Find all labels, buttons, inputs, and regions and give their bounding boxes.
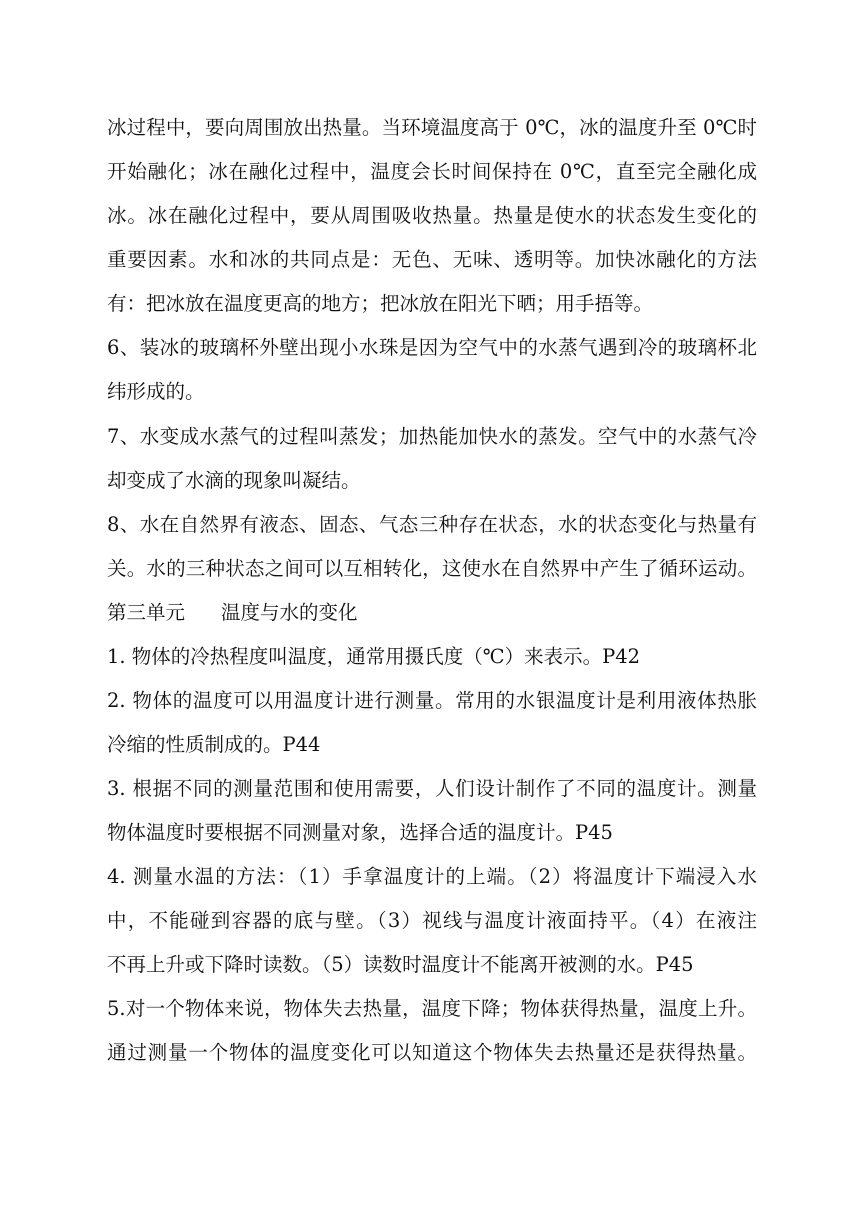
paragraph-line: 开始融化；冰在融化过程中，温度会长时间保持在 0℃，直至完全融化成 [107,160,757,183]
point-1-line: 1. 物体的冷热程度叫温度，通常用摄氏度（℃）来表示。P42 [107,645,641,668]
point-3-line: 3. 根据不同的测量范围和使用需要，人们设计制作了不同的温度计。测量 [107,777,757,800]
item-8-line: 8、水在自然界有液态、固态、气态三种存在状态，水的状态变化与热量有 [107,513,757,536]
unit-title: 温度与水的变化 [221,601,358,624]
item-6-line: 6、装冰的玻璃杯外壁出现小水珠是因为空气中的水蒸气遇到冷的玻璃杯北 [107,336,757,359]
point-2-line: 冷缩的性质制成的。P44 [107,733,321,756]
paragraph-line: 有：把冰放在温度更高的地方；把冰放在阳光下晒；用手捂等。 [107,292,654,315]
paragraph-line: 冰过程中，要向周围放出热量。当环境温度高于 0℃，冰的温度升至 0℃时 [107,116,757,139]
item-8-line: 关。水的三种状态之间可以互相转化，这使水在自然界中产生了循环运动。 [107,557,757,580]
item-7-line: 7、水变成水蒸气的过程叫蒸发；加热能加快水的蒸发。空气中的水蒸气冷 [107,425,757,448]
item-6-line: 纬形成的。 [107,380,205,403]
point-5-line: 通过测量一个物体的温度变化可以知道这个物体失去热量还是获得热量。 [107,1041,757,1064]
paragraph-line: 重要因素。水和冰的共同点是：无色、无味、透明等。加快冰融化的方法 [107,248,757,271]
unit-number: 第三单元 [107,601,186,624]
unit-heading [107,600,757,626]
point-5-line: 5.对一个物体来说，物体失去热量，温度下降；物体获得热量，温度上升。 [107,997,757,1020]
point-2-line: 2. 物体的温度可以用温度计进行测量。常用的水银温度计是利用液体热胀 [107,689,757,712]
point-3-line: 物体温度时要根据不同测量对象，选择合适的温度计。P45 [107,821,613,844]
paragraph-line: 冰。冰在融化过程中，要从周围吸收热量。热量是使水的状态发生变化的 [107,204,757,227]
point-4-line: 不再上升或下降时读数。（5）读数时温度计不能离开被测的水。P45 [107,953,694,976]
item-7-line: 却变成了水滴的现象叫凝结。 [107,469,361,492]
point-4-line: 中，不能碰到容器的底与壁。（3）视线与温度计液面持平。（4）在液注 [107,909,757,932]
point-4-line: 4. 测量水温的方法：（1）手拿温度计的上端。（2）将温度计下端浸入水 [107,865,757,888]
